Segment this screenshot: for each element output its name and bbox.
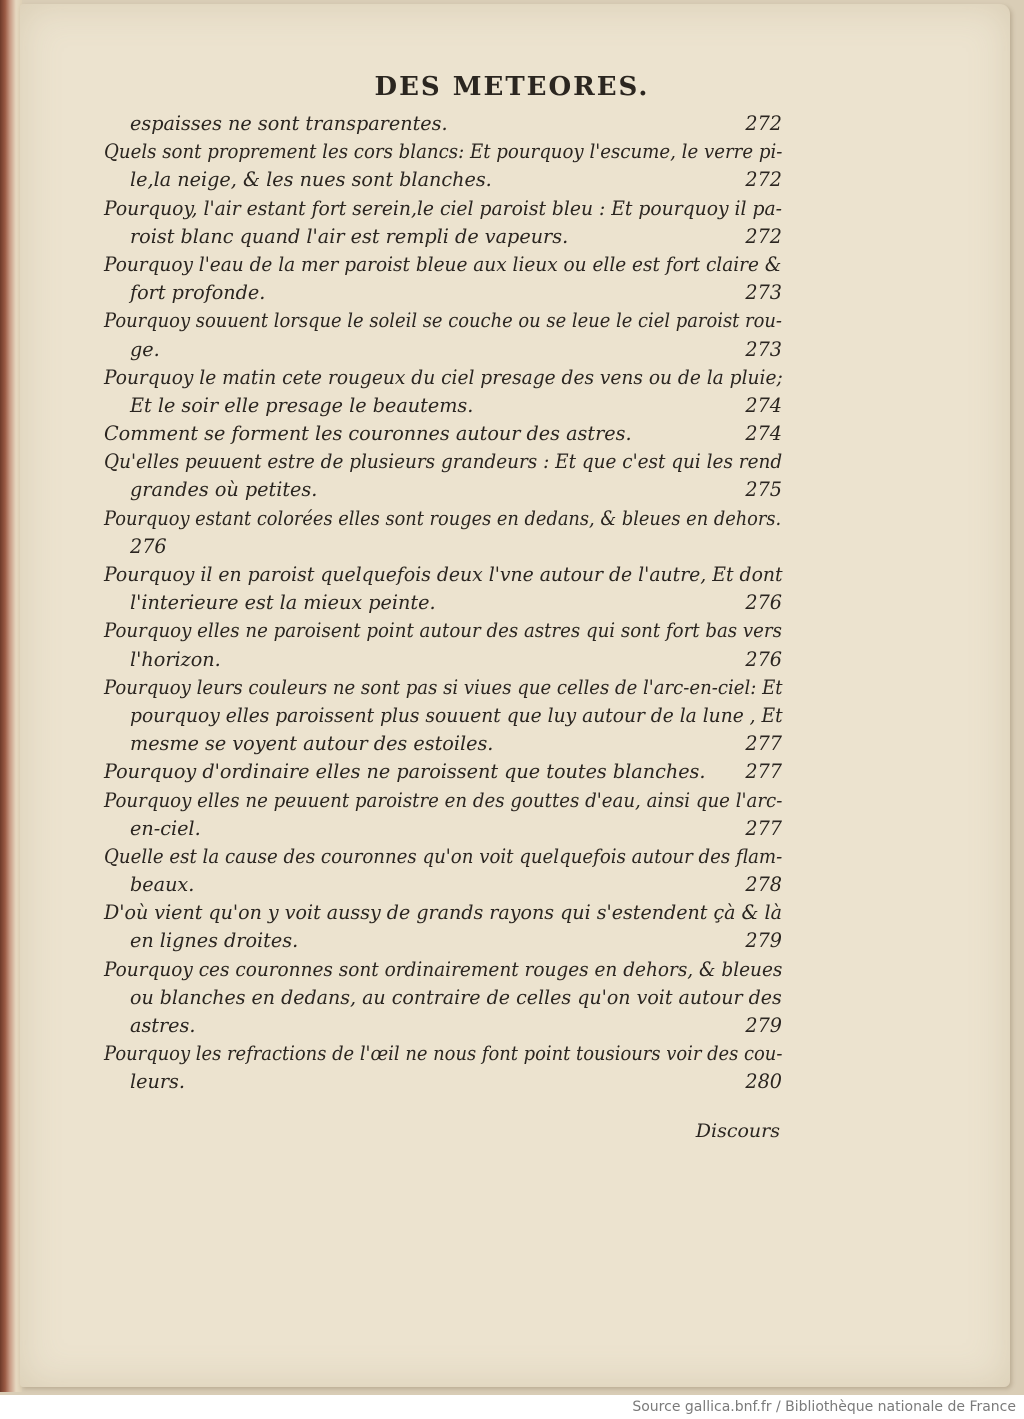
toc-page-number: 279 <box>745 929 782 953</box>
toc-line <box>104 787 782 815</box>
toc-entry-text: Pourquoy d'ordinaire elles ne paroissent que toutes blanches. <box>104 760 706 784</box>
toc-page-number: 276 <box>745 647 782 671</box>
toc-line <box>104 843 782 871</box>
toc-page-number: 274 <box>745 393 782 417</box>
book-binding-edge <box>0 0 22 1392</box>
toc-entry-text: Et le soir elle presage le beautems. <box>130 393 474 417</box>
toc-entry-text: Pourquoy elles ne peuuent paroistre en des gouttes d'eau, ainsi que l'arc- <box>104 788 783 812</box>
toc-line <box>104 110 782 138</box>
toc-page-number: 273 <box>745 337 782 361</box>
toc-line <box>104 364 782 392</box>
toc-entry-text: Pourquoy estant colorées elles sont rouges en dedans, & bleues en dehors. <box>104 506 782 530</box>
toc-page-number: 272 <box>745 112 782 135</box>
toc-entry-text: Pourquoy, l'air estant fort serein,le ciel paroist bleu : Et pourquoy il pa- <box>104 196 782 220</box>
toc-entry-text: fort profonde. <box>130 281 266 305</box>
toc-entry-text: ou blanches en dedans, au contraire de celles qu'on voit autour des <box>130 985 782 1009</box>
toc-line <box>104 815 782 843</box>
toc-entry-text: Pourquoy l'eau de la mer paroist bleue aux lieux ou elle est fort claire & <box>104 252 782 276</box>
table-of-contents <box>104 110 782 1097</box>
toc-entry-text: roist blanc quand l'air est rempli de vapeurs. <box>130 224 569 248</box>
toc-entry-text: Pourquoy souuent lorsque le soleil se couche ou se leue le ciel paroist rou- <box>104 309 782 333</box>
toc-line <box>104 1040 782 1068</box>
toc-line <box>104 138 782 166</box>
toc-entry-text: l'horizon. <box>130 647 221 671</box>
toc-line <box>104 336 782 364</box>
toc-entry-text: Quelle est la cause des couronnes qu'on voit quelquefois autour des flam- <box>104 844 783 868</box>
toc-line <box>104 533 782 561</box>
toc-entry-text: grandes où petites. <box>130 478 318 502</box>
toc-line <box>104 758 782 786</box>
toc-page-number: 278 <box>745 873 782 897</box>
toc-page-number: 277 <box>745 816 782 840</box>
toc-entry-text: Pourquoy le matin cete rougeux du ciel presage des vens ou de la pluie; <box>104 365 783 389</box>
toc-line <box>104 617 782 645</box>
toc-page-number: 273 <box>745 281 782 305</box>
toc-line <box>104 561 782 589</box>
toc-page-number: 272 <box>745 168 782 192</box>
toc-line <box>104 195 782 223</box>
toc-entry-text: Qu'elles peuuent estre de plusieurs grandeurs : Et que c'est qui les rend <box>104 450 783 474</box>
running-title: DES METEORES. <box>374 72 650 102</box>
toc-line <box>104 279 782 307</box>
toc-entry-text: en lignes droites. <box>130 929 299 953</box>
catchword: Discours <box>695 1120 780 1142</box>
toc-entry-text: Quels sont proprement les cors blancs: Et pourquoy l'escume, le verre pi- <box>104 140 783 164</box>
toc-entry-text: pourquoy elles paroissent plus souuent que luy autour de la lune , Et <box>130 703 783 727</box>
toc-page-number: 277 <box>745 760 782 784</box>
toc-page-number: 279 <box>745 1014 782 1037</box>
toc-line <box>104 251 782 279</box>
toc-entry-text: l'interieure est la mieux peinte. <box>130 591 436 615</box>
toc-entry-text: ge. <box>130 337 160 361</box>
toc-entry-text: Pourquoy elles ne paroisent point autour des astres qui sont fort bas vers <box>104 619 782 643</box>
toc-line <box>104 730 782 758</box>
toc-line <box>104 1068 782 1096</box>
toc-line <box>104 392 782 420</box>
toc-line <box>104 166 782 194</box>
toc-entry-text: Pourquoy leurs couleurs ne sont pas si viues que celles de l'arc-en-ciel: Et <box>104 675 783 699</box>
toc-entry-text: Pourquoy ces couronnes sont ordinairement rouges en dehors, & bleues <box>104 957 783 981</box>
toc-line <box>104 505 782 533</box>
source-attribution: Source gallica.bnf.fr / Bibliothèque nationale de France <box>632 1399 1016 1415</box>
toc-page-number: 275 <box>745 478 782 502</box>
toc-page-number: 276 <box>745 591 782 615</box>
toc-entry-text: mesme se voyent autour des estoiles. <box>130 732 494 756</box>
toc-entry-text: beaux. <box>130 873 195 897</box>
toc-line <box>104 984 782 1012</box>
toc-entry-text: leurs. <box>130 1070 185 1094</box>
toc-line <box>104 646 782 674</box>
toc-entry-text: Pourquoy les refractions de l'œil ne nous font point tousiours voir des cou- <box>104 1042 783 1066</box>
toc-page-number: 280 <box>745 1070 782 1094</box>
toc-line <box>104 674 782 702</box>
toc-line <box>104 1012 782 1040</box>
toc-line <box>104 448 782 476</box>
toc-line <box>104 899 782 927</box>
toc-line <box>104 702 782 730</box>
toc-entry-text: Comment se forment les couronnes autour des astres. <box>104 422 632 446</box>
toc-line <box>104 223 782 251</box>
toc-entry-text: en-ciel. <box>130 816 201 840</box>
toc-entry-text: espaisses ne sont transparentes. <box>130 112 448 135</box>
toc-entry-text: D'où vient qu'on y voit aussy de grands rayons qui s'estendent çà & là <box>104 901 783 925</box>
toc-entry-text: 276 <box>130 534 167 558</box>
toc-page-number: 274 <box>745 422 782 446</box>
toc-line <box>104 307 782 335</box>
toc-entry-text: le,la neige, & les nues sont blanches. <box>130 168 492 192</box>
toc-line <box>104 589 782 617</box>
toc-line <box>104 927 782 955</box>
toc-page-number: 272 <box>745 224 782 248</box>
toc-line <box>104 956 782 984</box>
toc-entry-text: astres. <box>130 1014 196 1037</box>
toc-page-number: 277 <box>745 732 782 756</box>
toc-line <box>104 871 782 899</box>
toc-line <box>104 420 782 448</box>
toc-entry-text: Pourquoy il en paroist quelquefois deux l'vne autour de l'autre, Et dont <box>104 563 783 586</box>
toc-line <box>104 476 782 504</box>
